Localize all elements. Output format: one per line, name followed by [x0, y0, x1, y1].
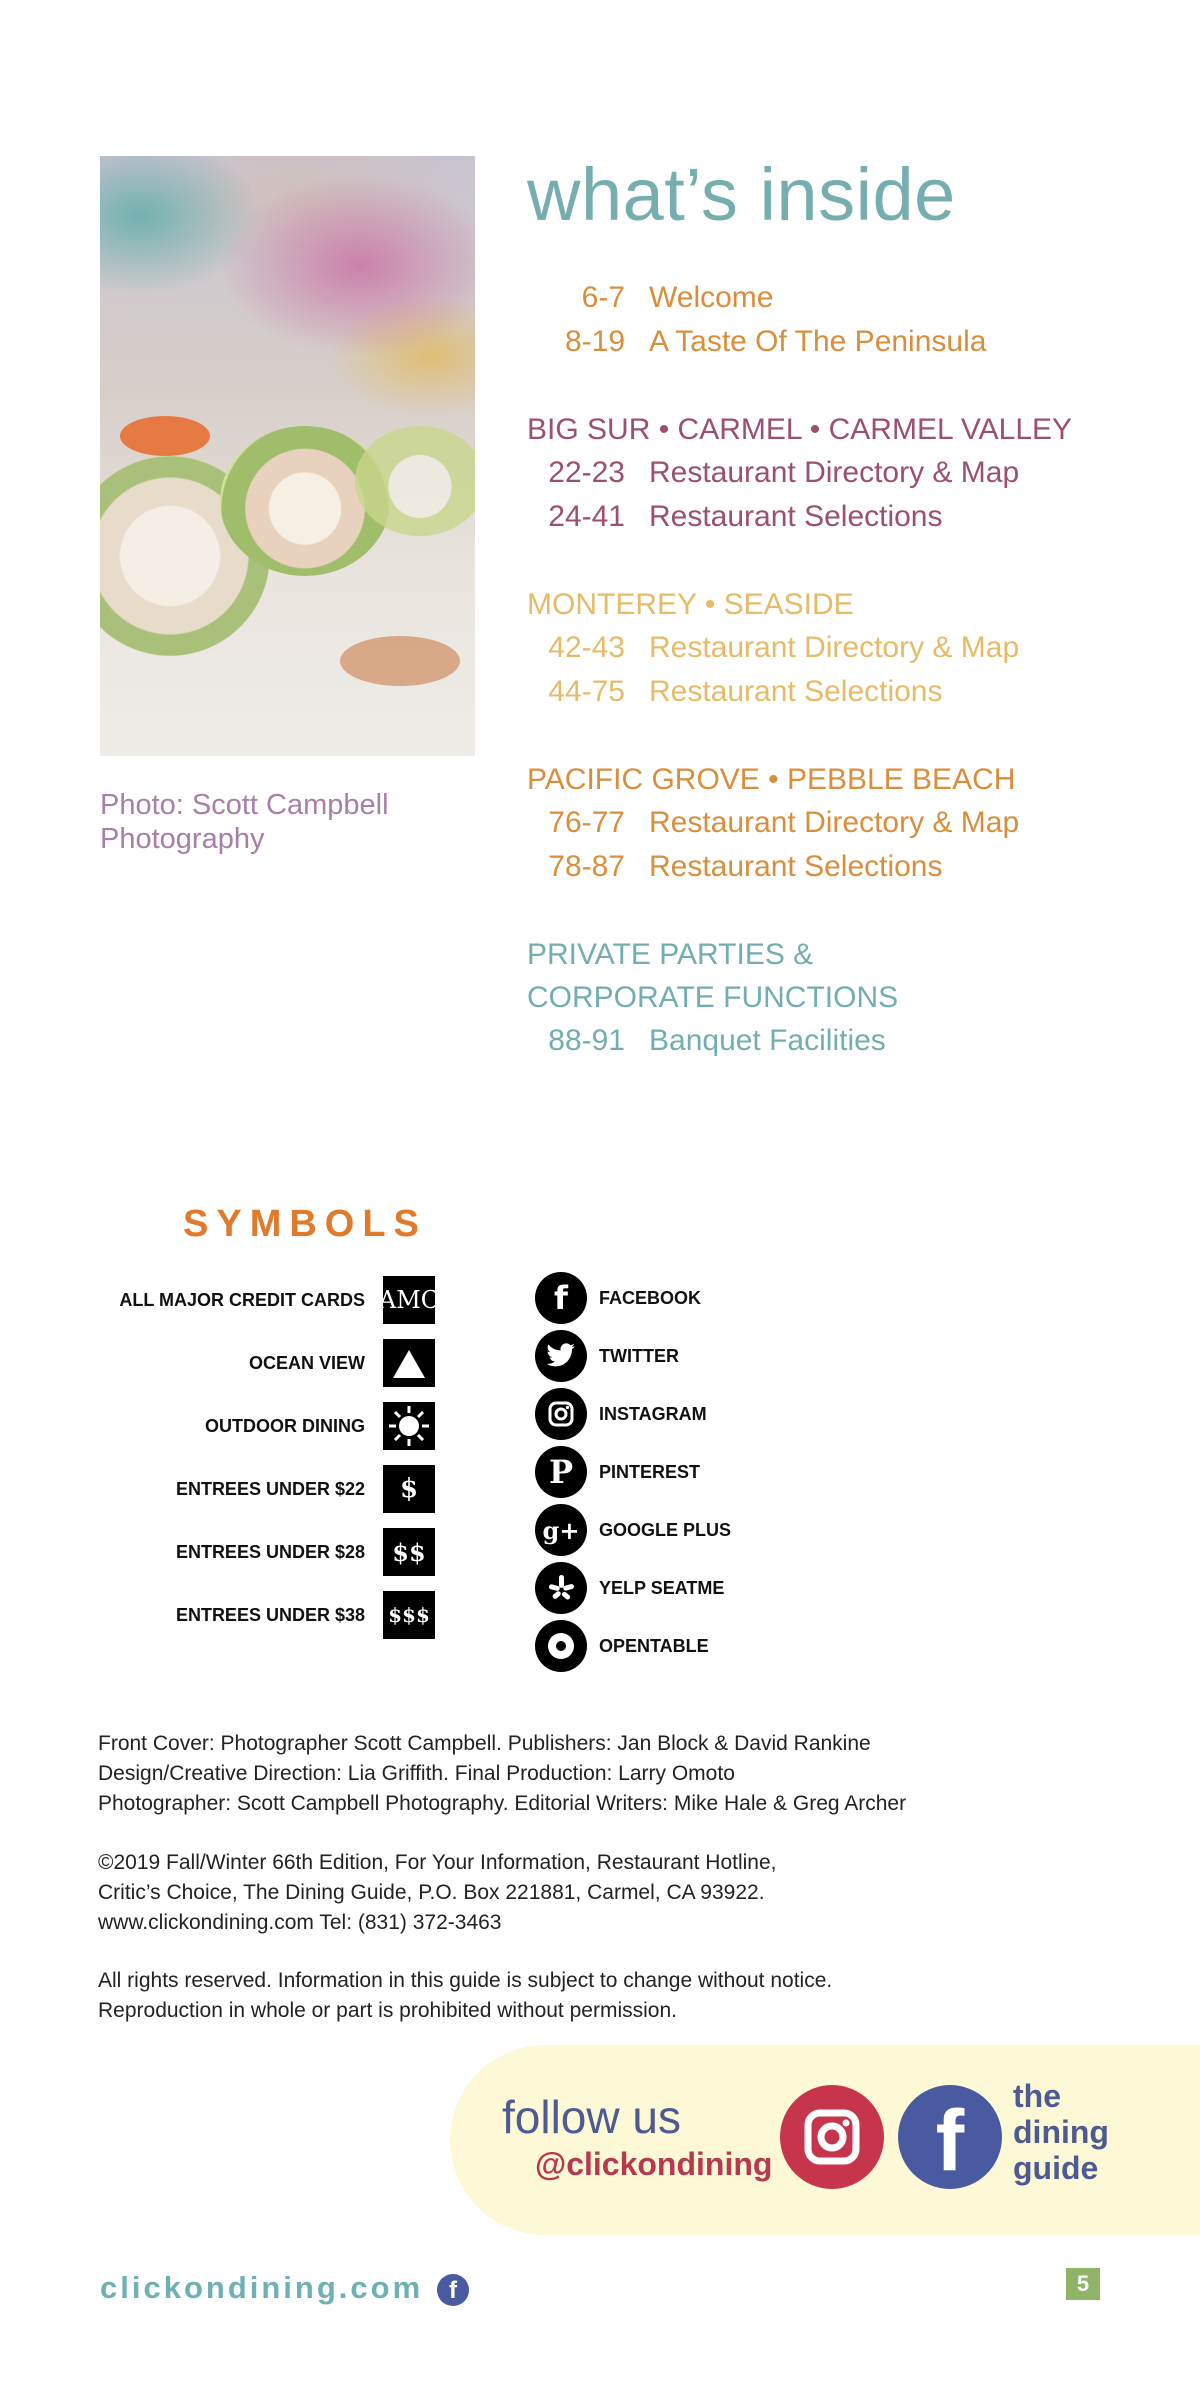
- triple-dollar-icon: $$$: [383, 1591, 435, 1639]
- credit-line: Front Cover: Photographer Scott Campbell. Publishers: Jan Block & David Rankine: [98, 1732, 871, 1755]
- toc-entry-welcome[interactable]: [527, 278, 773, 318]
- toc-entry[interactable]: [527, 453, 1019, 493]
- social-label: FACEBOOK: [599, 1287, 702, 1308]
- credit-line: www.clickondining.com Tel: (831) 372-3463: [98, 1911, 502, 1934]
- symbol-row: [119, 1276, 440, 1324]
- symbol-row: [176, 1591, 435, 1639]
- credit-line: Design/Creative Direction: Lia Griffith. Final Production: Larry Omoto: [98, 1762, 735, 1785]
- credit-line: Reproduction in whole or part is prohibited without permission.: [98, 1999, 677, 2022]
- social-row: [535, 1562, 724, 1614]
- symbol-label: ENTREES UNDER $28: [175, 1541, 365, 1562]
- social-row: [535, 1330, 679, 1382]
- opentable-icon: [535, 1620, 587, 1672]
- instagram-icon[interactable]: [780, 2085, 884, 2189]
- symbol-label: OUTDOOR DINING: [205, 1415, 365, 1436]
- social-row: [535, 1446, 700, 1498]
- facebook-icon[interactable]: f: [437, 2274, 469, 2306]
- toc-entry[interactable]: [527, 672, 943, 712]
- symbols-title: SYMBOLS: [183, 1203, 427, 1245]
- logo-line: dining: [1013, 2114, 1109, 2150]
- symbol-row: [176, 1465, 435, 1513]
- toc-pages: 44-75: [548, 675, 625, 708]
- credit-line: Critic’s Choice, The Dining Guide, P.O. Box 221881, Carmel, CA 93922.: [98, 1881, 765, 1904]
- symbol-label: ENTREES UNDER $38: [175, 1604, 365, 1625]
- google-plus-icon: g+: [535, 1504, 587, 1556]
- toc-entry[interactable]: [527, 847, 943, 887]
- toc-entry[interactable]: [527, 628, 1019, 668]
- dining-guide-logo: [1013, 2078, 1109, 2186]
- toc-pages: 22-23: [548, 456, 625, 489]
- toc-title: Restaurant Selections: [649, 850, 943, 883]
- toc-entry[interactable]: [527, 497, 943, 537]
- toc-title: Restaurant Directory & Map: [649, 631, 1020, 664]
- social-label: TWITTER: [599, 1345, 679, 1366]
- logo-line: the: [1013, 2078, 1061, 2114]
- social-row: [535, 1504, 731, 1556]
- credit-line: ©2019 Fall/Winter 66th Edition, For Your Information, Restaurant Hotline,: [98, 1851, 777, 1874]
- social-label: OPENTABLE: [599, 1635, 709, 1656]
- staff-credits: [98, 1729, 1138, 1819]
- toc-pages: 6-7: [581, 281, 625, 314]
- toc-pages: 42-43: [548, 631, 625, 664]
- symbol-row: [249, 1339, 435, 1387]
- logo-line: guide: [1013, 2150, 1099, 2186]
- toc-entry[interactable]: [527, 803, 1019, 843]
- yelp-icon: [535, 1562, 587, 1614]
- social-row: [535, 1388, 707, 1440]
- pinterest-icon: P: [535, 1446, 587, 1498]
- contents-heading: what’s inside: [527, 153, 956, 236]
- section-heading-corporate: CORPORATE FUNCTIONS: [527, 981, 899, 1014]
- sun-icon: [383, 1402, 435, 1450]
- toc-title: Welcome: [649, 281, 774, 314]
- photo-credit: Photo: Scott Campbell Photography: [100, 789, 389, 855]
- social-label: INSTAGRAM: [599, 1403, 707, 1424]
- social-label: GOOGLE PLUS: [599, 1519, 732, 1540]
- toc-title: Restaurant Selections: [649, 675, 943, 708]
- toc-title: Restaurant Directory & Map: [649, 806, 1020, 839]
- follow-text: follow us: [502, 2091, 681, 2143]
- symbol-label: ALL MAJOR CREDIT CARDS: [119, 1289, 365, 1310]
- social-label: YELP SEATME: [599, 1577, 725, 1598]
- section-heading-big-sur: BIG SUR • CARMEL • CARMEL VALLEY: [527, 413, 1073, 446]
- credit-line: All rights reserved. Information in this guide is subject to change without notice.: [98, 1969, 833, 1992]
- symbol-label: OCEAN VIEW: [248, 1352, 365, 1373]
- symbol-row: [205, 1402, 435, 1450]
- edition-info: [98, 1848, 1138, 1938]
- social-handle[interactable]: @clickondining: [535, 2146, 773, 2182]
- toc-pages: 8-19: [564, 325, 625, 358]
- toc-title: Restaurant Selections: [649, 500, 943, 533]
- instagram-icon: [535, 1388, 587, 1440]
- toc-entry[interactable]: [527, 1021, 886, 1061]
- section-heading-monterey: MONTEREY • SEASIDE: [527, 588, 854, 621]
- toc-title: Restaurant Directory & Map: [649, 456, 1020, 489]
- toc-entry-taste[interactable]: [527, 322, 986, 362]
- credit-card-icon: AMC: [383, 1276, 435, 1324]
- toc-pages: 76-77: [548, 806, 625, 839]
- toc-title: Banquet Facilities: [649, 1024, 886, 1057]
- section-heading-pacific-grove: PACIFIC GROVE • PEBBLE BEACH: [527, 763, 1016, 796]
- cover-photo: [100, 156, 475, 756]
- section-heading-private-parties: PRIVATE PARTIES &: [527, 938, 814, 971]
- mountain-icon: [383, 1339, 435, 1387]
- dollar-icon: $: [383, 1465, 435, 1513]
- social-label: PINTEREST: [599, 1461, 701, 1482]
- credit-line: Photographer: Scott Campbell Photography. Editorial Writers: Mike Hale & Greg Archer: [98, 1792, 907, 1815]
- website-link[interactable]: clickondining.com: [100, 2270, 424, 2305]
- social-row: [535, 1272, 701, 1324]
- facebook-icon: f: [535, 1272, 587, 1324]
- page-number: 5: [1066, 2268, 1100, 2300]
- facebook-icon[interactable]: f: [898, 2085, 1002, 2189]
- toc-pages: 24-41: [548, 500, 625, 533]
- toc-pages: 88-91: [548, 1024, 625, 1057]
- double-dollar-icon: $$: [383, 1528, 435, 1576]
- symbol-row: [176, 1528, 435, 1576]
- twitter-icon: [535, 1330, 587, 1382]
- toc-title: A Taste Of The Peninsula: [649, 325, 987, 358]
- rights-notice: [98, 1966, 1138, 2026]
- social-row: [535, 1620, 709, 1672]
- symbol-label: ENTREES UNDER $22: [175, 1478, 365, 1499]
- toc-pages: 78-87: [548, 850, 625, 883]
